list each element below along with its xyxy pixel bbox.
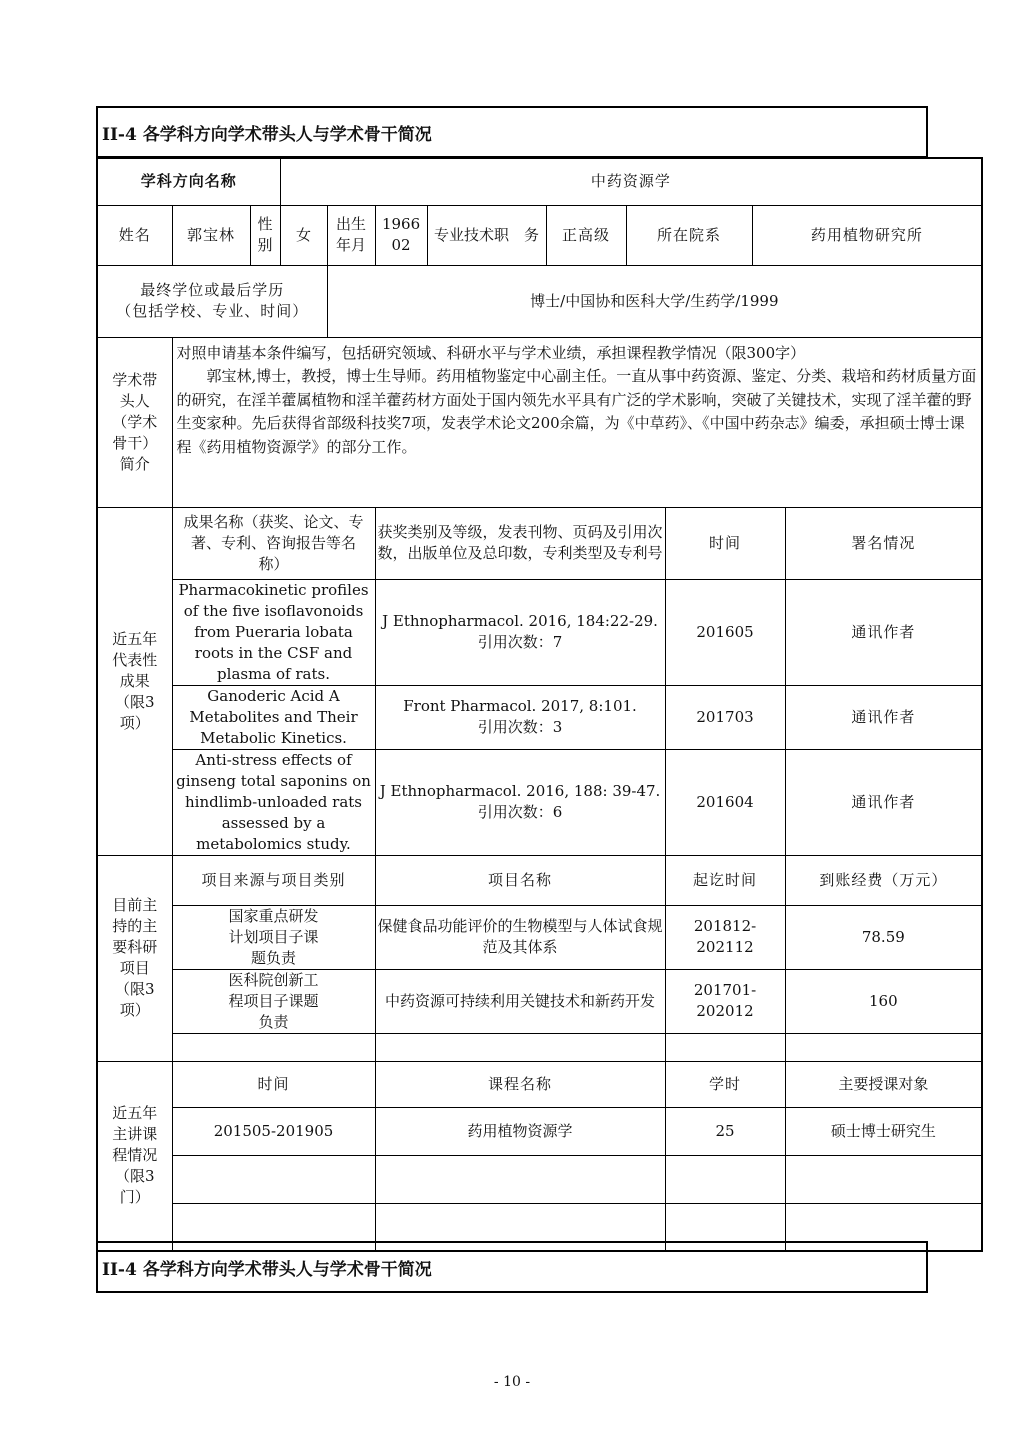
course-empty (665, 1155, 785, 1203)
project-funding: 160 (785, 969, 982, 1033)
achievement-journal: J Ethnopharmacol. 2016, 184:22-29. (382, 612, 658, 630)
courses-header-time: 时间 (172, 1061, 375, 1107)
course-empty (785, 1155, 982, 1203)
birth-label: 出生年月 (327, 205, 375, 265)
achievement-name: Anti-stress effects of ginseng total saponins on hindlimb-unloaded rats assessed by a metabolomics study. (172, 749, 375, 855)
discipline-value: 中药资源学 (280, 158, 982, 205)
section-title-bottom: II-4 各学科方向学术带头人与学术骨干简况 (96, 1241, 928, 1293)
dept-value: 药用植物研究所 (752, 205, 982, 265)
section-title-top: II-4 各学科方向学术带头人与学术骨干简况 (96, 106, 928, 158)
achievement-role: 通讯作者 (785, 749, 982, 855)
achievement-time: 201703 (665, 685, 785, 749)
project-empty (665, 1033, 785, 1061)
achievement-pub (375, 685, 665, 749)
project-empty (172, 1033, 375, 1061)
course-target: 硕士博士研究生 (785, 1107, 982, 1155)
achievement-citations: 引用次数：7 (477, 633, 563, 651)
course-hours: 25 (665, 1107, 785, 1155)
achievement-citations: 引用次数：6 (477, 803, 563, 821)
achievement-citations: 引用次数：3 (477, 718, 563, 736)
achievements-header-time: 时间 (665, 507, 785, 579)
project-empty (375, 1033, 665, 1061)
name-label: 姓名 (97, 205, 172, 265)
project-funding: 78.59 (785, 905, 982, 969)
courses-header-target: 主要授课对象 (785, 1061, 982, 1107)
courses-header-hours: 学时 (665, 1061, 785, 1107)
achievement-time: 201605 (665, 579, 785, 685)
intro-label: 学术带头人（学术骨干）简介 (97, 337, 172, 507)
projects-header-funding: 到账经费（万元） (785, 855, 982, 905)
achievement-time: 201604 (665, 749, 785, 855)
degree-label-line2: （包括学校、专业、时间） (116, 302, 309, 320)
title-label: 专业技术职 务 (427, 205, 546, 265)
discipline-label: 学科方向名称 (97, 158, 280, 205)
course-empty (375, 1155, 665, 1203)
project-name: 中药资源可持续利用关键技术和新药开发 (375, 969, 665, 1033)
achievement-role: 通讯作者 (785, 685, 982, 749)
course-name: 药用植物资源学 (375, 1107, 665, 1155)
courses-header-name: 课程名称 (375, 1061, 665, 1107)
project-empty (785, 1033, 982, 1061)
course-time: 201505-201905 (172, 1107, 375, 1155)
achievement-name: Ganoderic Acid A Metabolites and Their Metabolic Kinetics. (172, 685, 375, 749)
project-period: 201812-202112 (665, 905, 785, 969)
achievement-journal: J Ethnopharmacol. 2016, 188: 39-47. (379, 782, 661, 800)
degree-value: 博士/中国协和医科大学/生药学/1999 (327, 265, 982, 337)
achievement-pub (375, 579, 665, 685)
profile-table (96, 157, 983, 1252)
achievements-header-pub: 获奖类别及等级，发表刊物、页码及引用次数，出版单位及总印数，专利类型及专利号 (375, 507, 665, 579)
dept-label: 所在院系 (626, 205, 752, 265)
achievements-header-role: 署名情况 (785, 507, 982, 579)
project-period: 201701-202012 (665, 969, 785, 1033)
degree-label-line1: 最终学位或最后学历 (140, 281, 285, 299)
achievements-label: 近五年代表性成果（限3项） (97, 507, 172, 855)
projects-label: 目前主持的主要科研项目（限3项） (97, 855, 172, 1061)
gender-value: 女 (280, 205, 327, 265)
page-number: - 10 - (493, 1374, 531, 1390)
projects-header-name: 项目名称 (375, 855, 665, 905)
gender-label: 性别 (250, 205, 280, 265)
birth-value: 196602 (375, 205, 427, 265)
title-value: 正高级 (546, 205, 626, 265)
name-value: 郭宝林 (172, 205, 250, 265)
achievement-pub (375, 749, 665, 855)
degree-label (97, 265, 327, 337)
intro-text (172, 337, 982, 507)
courses-label: 近五年主讲课程情况（限3门） (97, 1061, 172, 1251)
achievements-header-name: 成果名称（获奖、论文、专著、专利、咨询报告等名称） (172, 507, 375, 579)
project-name: 保健食品功能评价的生物模型与人体试食规范及其体系 (375, 905, 665, 969)
course-empty (172, 1155, 375, 1203)
projects-header-period: 起讫时间 (665, 855, 785, 905)
intro-body: 郭宝林,博士，教授，博士生导师。药用植物鉴定中心副主任。一直从事中药资源、鉴定、分类、栽培和药材质量方面的研究，在淫羊藿属植物和淫羊藿药材方面处于国内领先水平具有广泛的学术影响，突破了关键技术，实现了淫羊藿的野生变家种。先后获得省部级科技奖7项，发表学术论文200余篇，为《中草药》、《中国中药杂志》编委，承担硕士博士课程《药用植物资源学》的部分工作。 (176, 367, 977, 456)
projects-header-source: 项目来源与项目类别 (172, 855, 375, 905)
achievement-journal: Front Pharmacol. 2017, 8:101. (403, 697, 637, 715)
project-source: 国家重点研发计划项目子课题负责 (172, 905, 375, 969)
project-source: 医科院创新工程项目子课题负责 (172, 969, 375, 1033)
intro-instruction: 对照申请基本条件编写，包括研究领域、科研水平与学术业绩，承担课程教学情况（限300字） (176, 343, 806, 362)
achievement-role: 通讯作者 (785, 579, 982, 685)
achievement-name: Pharmacokinetic profiles of the five isoflavonoids from Pueraria lobata roots in the CSF and plasma of rats. (172, 579, 375, 685)
